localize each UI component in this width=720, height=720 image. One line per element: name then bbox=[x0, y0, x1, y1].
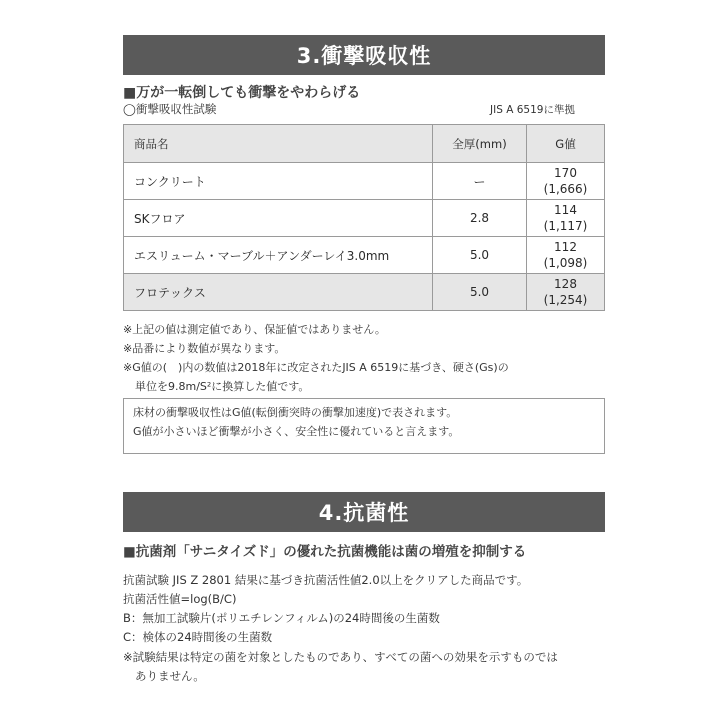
row-thickness: 5.0 bbox=[433, 237, 527, 274]
test-standard: JIS A 6519に準拠 bbox=[490, 104, 575, 116]
note-line: ※G値の( )内の数値は2018年に改定されたJIS A 6519に基づき、硬さ(Gs)の bbox=[123, 361, 509, 374]
info-box bbox=[123, 398, 605, 454]
info-line: 床材の衝撃吸収性はG値(転倒衝突時の衝撃加速度)で表されます。 bbox=[133, 406, 458, 419]
header-name: 商品名 bbox=[124, 125, 433, 163]
g-converted: (1,254) bbox=[543, 293, 588, 307]
section-3-subtitle: ■万が一転倒しても衝撃をやわらげる bbox=[123, 85, 361, 101]
g-value-table bbox=[123, 124, 605, 311]
note-line: 単位を9.8m/S²に換算した値です。 bbox=[135, 380, 310, 393]
table-row bbox=[124, 163, 605, 200]
row-name: コンクリート bbox=[124, 163, 433, 200]
note-line: ありません。 bbox=[135, 669, 205, 683]
row-name: SKフロア bbox=[124, 200, 433, 237]
row-thickness: 2.8 bbox=[433, 200, 527, 237]
header-thickness: 全厚(mm) bbox=[433, 125, 527, 163]
note-line: ※品番により数値が異なります。 bbox=[123, 342, 286, 355]
table-row bbox=[124, 237, 605, 274]
row-thickness: 5.0 bbox=[433, 274, 527, 311]
g-value: 128 bbox=[554, 277, 577, 291]
g-value: 114 bbox=[554, 203, 577, 217]
g-converted: (1,117) bbox=[543, 219, 588, 233]
row-g bbox=[527, 163, 605, 200]
antibacterial-line: B：無加工試験片(ポリエチレンフィルム)の24時間後の生菌数 bbox=[123, 611, 440, 625]
row-name: エスリューム・マーブル＋アンダーレイ3.0mm bbox=[124, 237, 433, 274]
g-value: 112 bbox=[554, 240, 577, 254]
test-name: ◯衝撃吸収性試験 bbox=[123, 102, 217, 116]
section-3-header bbox=[123, 35, 605, 75]
section-4-subtitle: ■抗菌剤「サニタイズド」の優れた抗菌機能は菌の増殖を抑制する bbox=[123, 544, 527, 560]
g-value: 170 bbox=[554, 166, 577, 180]
table-row bbox=[124, 274, 605, 311]
g-converted: (1,666) bbox=[543, 182, 588, 196]
section-4-title: 4.抗菌性 bbox=[318, 501, 410, 525]
antibacterial-line: 抗菌活性値=log(B/C) bbox=[123, 592, 237, 606]
row-name: フロテックス bbox=[124, 274, 433, 311]
header-g: G値 bbox=[527, 125, 605, 163]
info-line: G値が小さいほど衝撃が小さく、安全性に優れていると言えます。 bbox=[133, 425, 460, 438]
table-row bbox=[124, 200, 605, 237]
row-g bbox=[527, 274, 605, 311]
row-g bbox=[527, 200, 605, 237]
note-line: ※試験結果は特定の菌を対象としたものであり、すべての菌への効果を示すものでは bbox=[123, 650, 558, 664]
section-3-title: 3.衝撃吸収性 bbox=[296, 44, 432, 68]
g-converted: (1,098) bbox=[543, 256, 588, 270]
antibacterial-line: C：検体の24時間後の生菌数 bbox=[123, 630, 273, 644]
note-line: ※上記の値は測定値であり、保証値ではありません。 bbox=[123, 323, 386, 336]
table-header-row bbox=[124, 125, 605, 163]
antibacterial-line: 抗菌試験 JIS Z 2801 結果に基づき抗菌活性値2.0以上をクリアした商品です。 bbox=[123, 573, 529, 587]
row-g bbox=[527, 237, 605, 274]
section-4-header bbox=[123, 492, 605, 532]
row-thickness: ー bbox=[433, 163, 527, 200]
